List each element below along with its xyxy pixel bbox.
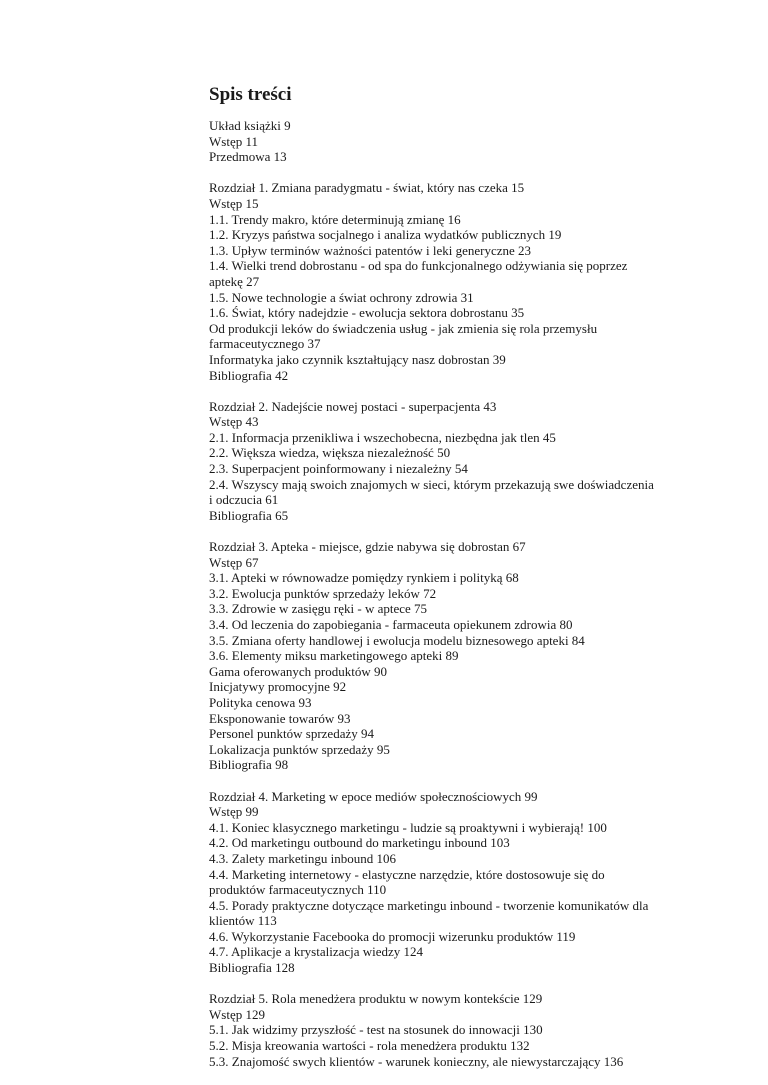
toc-entry: Lokalizacja punktów sprzedaży 95	[209, 741, 390, 757]
toc-section	[209, 118, 679, 165]
toc-entry: 1.5. Nowe technologie a świat ochrony zdrowia 31	[209, 289, 474, 305]
toc-entry: 3.3. Zdrowie w zasięgu ręki - w aptece 75	[209, 601, 428, 617]
toc-entry: farmaceutycznego 37	[209, 336, 321, 352]
toc-entry: 4.2. Od marketingu outbound do marketingu inbound 103	[209, 835, 510, 851]
toc-entry: aptekę 27	[209, 273, 260, 289]
toc-entry: 1.2. Kryzys państwa socjalnego i analiza wydatków publicznych 19	[209, 227, 562, 243]
toc-entry: 5.3. Znajomość swych klientów - warunek konieczny, ale niewystarczający 136	[209, 1053, 624, 1069]
toc-entry: Informatyka jako czynnik kształtujący nasz dobrostan 39	[209, 351, 506, 367]
toc-entry: Bibliografia 65	[209, 507, 289, 523]
toc-entry: Rozdział 1. Zmiana paradygmatu - świat, który nas czeka 15	[209, 180, 525, 196]
toc-entry: 4.1. Koniec klasycznego marketingu - ludzie są proaktywni i wybierają! 100	[209, 819, 607, 835]
toc-entry: 3.5. Zmiana oferty handlowej i ewolucja modelu biznesowego apteki 84	[209, 632, 585, 648]
toc-entry: Wstęp 11	[209, 133, 258, 149]
toc-section	[209, 991, 679, 1069]
toc-entry: Rozdział 5. Rola menedżera produktu w nowym kontekście 129	[209, 991, 543, 1007]
toc-entry: Personel punktów sprzedaży 94	[209, 726, 374, 742]
toc-entry: 4.4. Marketing internetowy - elastyczne narzędzie, które dostosowuje się do	[209, 866, 605, 882]
toc-entry: 2.4. Wszyscy mają swoich znajomych w sieci, którym przekazują swe doświadczenia	[209, 476, 654, 492]
toc-entry: 3.6. Elementy miksu marketingowego apteki 89	[209, 648, 459, 664]
toc-entry: Gama oferowanych produktów 90	[209, 663, 387, 679]
toc-section	[209, 180, 679, 383]
toc-entry: 4.7. Aplikacje a krystalizacja wiedzy 124	[209, 944, 424, 960]
toc-entry: 3.1. Apteki w równowadze pomiędzy rynkiem i polityką 68	[209, 570, 519, 586]
toc-entry: 2.2. Większa wiedza, większa niezależność 50	[209, 445, 451, 461]
toc-entry: 5.1. Jak widzimy przyszłość - test na stosunek do innowacji 130	[209, 1022, 543, 1038]
toc-entry: Polityka cenowa 93	[209, 694, 312, 710]
toc-entry: Eksponowanie towarów 93	[209, 710, 351, 726]
toc-entry: Rozdział 3. Apteka - miejsce, gdzie nabywa się dobrostan 67	[209, 539, 526, 555]
toc-entry: 1.4. Wielki trend dobrostanu - od spa do funkcjonalnego odżywiania się poprzez	[209, 258, 628, 274]
toc-entry: 2.1. Informacja przenikliwa i wszechobecna, niezbędna jak tlen 45	[209, 429, 556, 445]
toc-entry: Wstęp 67	[209, 554, 259, 570]
toc-entry: Inicjatywy promocyjne 92	[209, 679, 347, 695]
toc-section	[209, 399, 679, 524]
toc-entry: Bibliografia 42	[209, 367, 289, 383]
toc-entry: Wstęp 129	[209, 1006, 265, 1022]
toc-entry: Od produkcji leków do świadczenia usług - jak zmienia się rola przemysłu	[209, 320, 598, 336]
toc-entry: Bibliografia 128	[209, 960, 295, 976]
toc-entry: 1.3. Upływ terminów ważności patentów i leki generyczne 23	[209, 242, 532, 258]
toc-entry: Rozdział 2. Nadejście nowej postaci - superpacjenta 43	[209, 398, 497, 414]
toc-entry: Bibliografia 98	[209, 757, 289, 773]
toc-entry: 4.3. Zalety marketingu inbound 106	[209, 850, 397, 866]
toc-section	[209, 789, 679, 976]
toc-entry: 4.5. Porady praktyczne dotyczące marketingu inbound - tworzenie komunikatów dla	[209, 897, 649, 913]
toc-entry: Przedmowa 13	[209, 149, 287, 165]
toc-entry: 5.2. Misja kreowania wartości - rola menedżera produktu 132	[209, 1038, 530, 1054]
page-title: Spis treści	[209, 84, 292, 105]
toc-entry: Wstęp 15	[209, 195, 259, 211]
toc-entry: Wstęp 99	[209, 804, 259, 820]
toc-entry: Wstęp 43	[209, 414, 259, 430]
toc-entry: 1.1. Trendy makro, które determinują zmianę 16	[209, 211, 461, 227]
toc-entry: 2.3. Superpacjent poinformowany i niezależny 54	[209, 461, 468, 477]
toc-section	[209, 539, 679, 773]
toc-entry: klientów 113	[209, 913, 277, 929]
toc-entry: Układ książki 9	[209, 118, 291, 133]
toc-entry: produktów farmaceutycznych 110	[209, 882, 387, 898]
table-of-contents	[209, 118, 679, 1085]
toc-entry: 3.2. Ewolucja punktów sprzedaży leków 72	[209, 585, 437, 601]
toc-entry: 1.6. Świat, który nadejdzie - ewolucja sektora dobrostanu 35	[209, 305, 525, 321]
toc-entry: Rozdział 4. Marketing w epoce mediów społecznościowych 99	[209, 788, 538, 804]
toc-entry: 4.6. Wykorzystanie Facebooka do promocji wizerunku produktów 119	[209, 928, 576, 944]
toc-entry: 3.4. Od leczenia do zapobiegania - farmaceuta opiekunem zdrowia 80	[209, 617, 573, 632]
toc-entry: i odczucia 61	[209, 492, 279, 508]
